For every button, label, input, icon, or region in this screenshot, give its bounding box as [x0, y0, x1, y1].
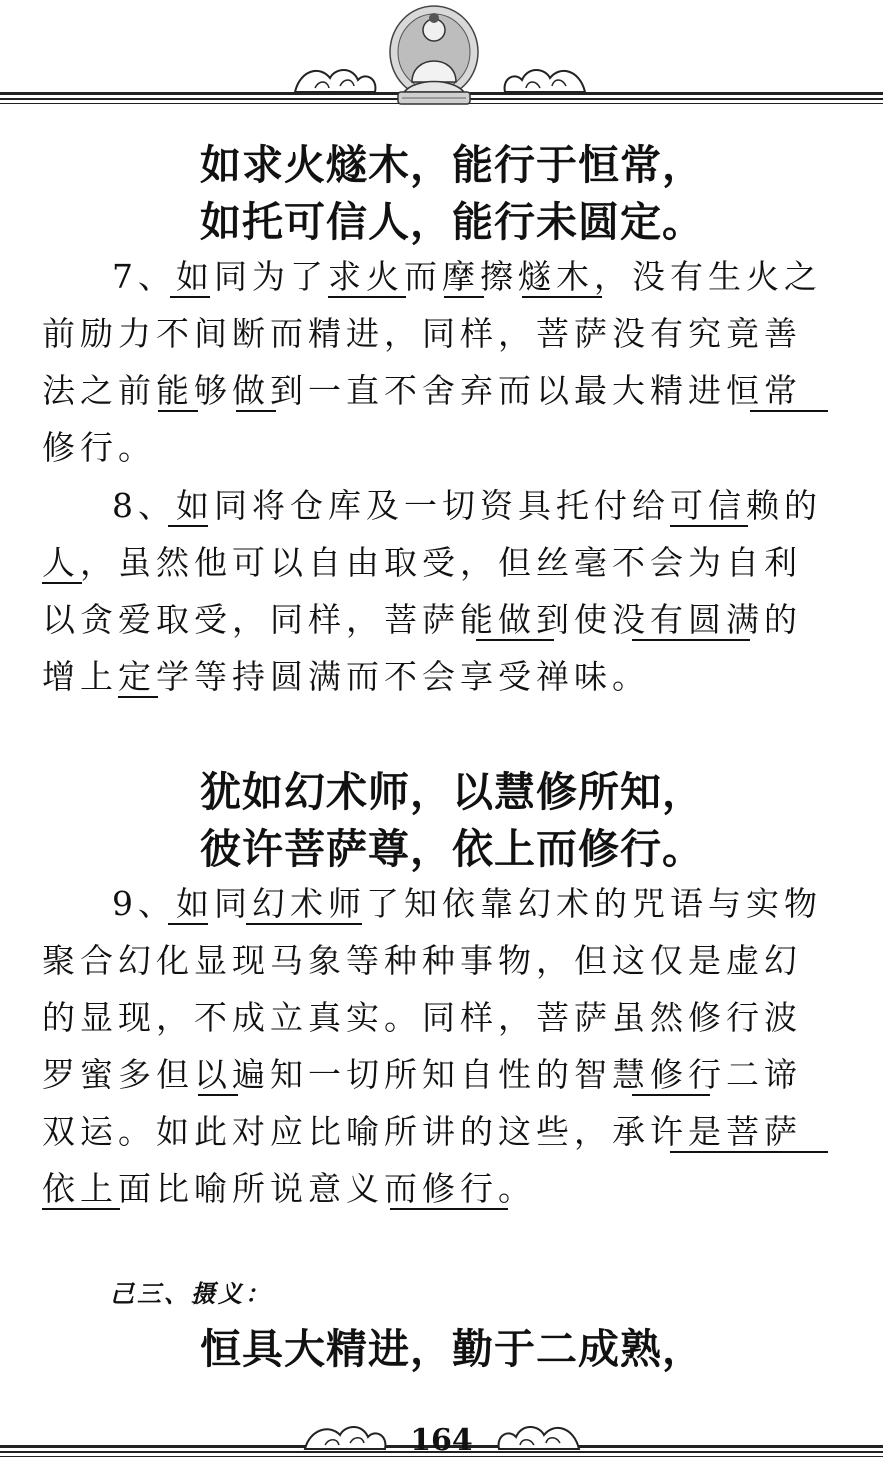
- underline-mark: [522, 296, 602, 298]
- paragraph-9-line: 罗蜜多但以遍知一切所知自性的智慧修行二谛: [42, 1055, 802, 1094]
- paragraph-9-line: 的显现，不成立真实。同样，菩萨虽然修行波: [42, 998, 802, 1037]
- underline-mark: [158, 410, 198, 412]
- cloud-left-icon: [290, 60, 380, 100]
- section-subheading: 己三、摄义：: [110, 1279, 272, 1308]
- buddha-icon: [386, 4, 482, 108]
- paragraph-9-line: 依上面比喻所说意义而修行。: [42, 1169, 536, 1208]
- underline-mark: [632, 1094, 710, 1096]
- underline-mark: [670, 1151, 828, 1153]
- paragraph-7-line: 7、如同为了求火而摩擦燧木，没有生火之: [112, 257, 822, 296]
- page-header: [0, 0, 883, 112]
- underline-mark: [632, 639, 750, 641]
- underline-mark: [168, 525, 208, 527]
- underline-mark: [168, 923, 208, 925]
- page-number: 164: [410, 1423, 473, 1458]
- underline-mark: [328, 296, 406, 298]
- paragraph-7-line: 法之前能够做到一直不舍弃而以最大精进恒常: [42, 371, 802, 410]
- verse-line: 如求火燧木，能行于恒常，: [200, 141, 704, 189]
- paragraph-9-line: 9、如同幻术师了知依靠幻术的咒语与实物: [112, 884, 822, 923]
- underline-mark: [476, 639, 554, 641]
- underline-mark: [390, 1208, 508, 1210]
- cloud-right-icon: [500, 60, 590, 100]
- verse-line: 彼许菩萨尊，依上而修行。: [200, 825, 704, 873]
- paragraph-9-line: 双运。如此对应比喻所讲的这些，承许是菩萨: [42, 1112, 802, 1151]
- paragraph-7-line: 前励力不间断而精进，同样，菩萨没有究竟善: [42, 314, 802, 353]
- paragraph-8-line: 人，虽然他可以自由取受，但丝毫不会为自利: [42, 543, 802, 582]
- underline-mark: [170, 296, 210, 298]
- paragraph-8-line: 增上定学等持圆满而不会享受禅味。: [42, 657, 650, 696]
- underline-mark: [750, 410, 828, 412]
- underline-mark: [42, 1208, 120, 1210]
- underline-mark: [118, 696, 158, 698]
- paragraph-8-line: 8、如同将仓库及一切资具托付给可信赖的: [112, 486, 822, 525]
- underline-mark: [444, 296, 484, 298]
- verse-line: 犹如幻术师，以慧修所知，: [200, 768, 704, 816]
- underline-mark: [670, 525, 748, 527]
- paragraph-7-line: 修行。: [42, 428, 156, 467]
- paragraph-8-line: 以贪爱取受，同样，菩萨能做到使没有圆满的: [42, 600, 802, 639]
- verse-line: 如托可信人，能行未圆定。: [200, 198, 704, 246]
- paragraph-9-line: 聚合幻化显现马象等种种事物，但这仅是虚幻: [42, 941, 802, 980]
- underline-mark: [246, 923, 362, 925]
- underline-mark: [198, 1094, 238, 1096]
- underline-mark: [236, 410, 276, 412]
- underline-mark: [42, 582, 82, 584]
- verse-line: 恒具大精进，勤于二成熟，: [200, 1325, 704, 1373]
